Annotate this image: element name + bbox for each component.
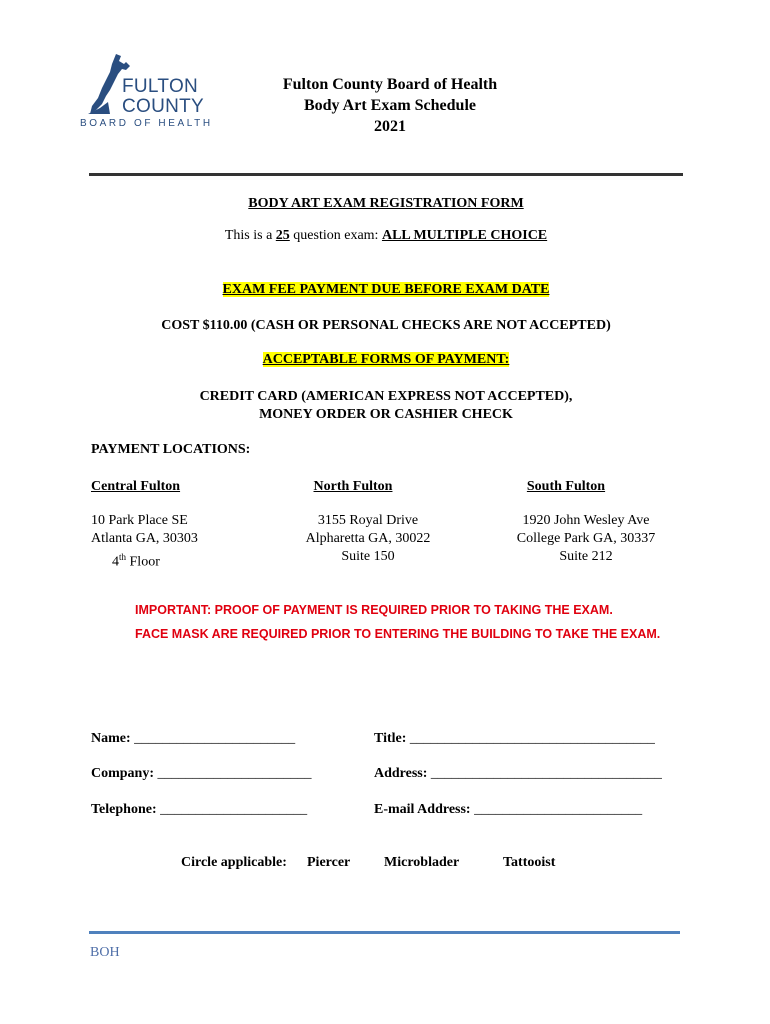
location-address-3: 4th Floor [112,552,160,570]
exam-desc-middle: question exam: [289,228,382,243]
location-name: North Fulton [313,479,393,494]
location-central [91,478,251,572]
footer-divider [89,931,680,934]
title-field[interactable] [374,731,655,747]
acceptable-line-1: CREDIT CARD (AMERICAN EXPRESS NOT ACCEPTED), [199,389,573,404]
company-field[interactable] [91,766,312,782]
location-name: Central Fulton [91,479,181,494]
telephone-label: Telephone: [91,802,157,817]
acceptable-forms [89,388,683,424]
circle-applicable-label: Circle applicable: [181,855,287,870]
name-field[interactable] [91,731,295,747]
logo-county: COUNTY [122,96,205,117]
footer-text: BOH [90,945,120,960]
title-label: Title: [374,731,407,746]
location-address-3: Suite 212 [559,549,613,564]
name-label: Name: [91,731,131,746]
location-address-2: Alpharetta GA, 30022 [305,531,431,546]
payment-locations-heading: PAYMENT LOCATIONS: [91,442,251,457]
address-input-line[interactable]: _________________________________ [430,766,662,781]
location-address-2: College Park GA, 30337 [516,531,656,546]
exam-question-count: 25 [275,228,290,243]
telephone-input-line[interactable]: _____________________ [160,802,308,817]
location-address-1: 3155 Royal Drive [317,513,419,528]
title-line-2: Body Art Exam Schedule [303,97,476,114]
email-field[interactable] [374,802,642,818]
email-input-line[interactable]: ________________________ [474,802,643,817]
telephone-field[interactable] [91,802,307,818]
name-input-line[interactable]: _______________________ [134,731,296,746]
option-piercer[interactable]: Piercer [307,855,351,870]
location-address-1: 10 Park Place SE [91,513,188,528]
location-south [496,478,676,566]
page-title [220,74,560,137]
form-title: BODY ART EXAM REGISTRATION FORM [248,196,524,211]
location-address-3: Suite 150 [341,549,395,564]
important-notice-1: IMPORTANT: PROOF OF PAYMENT IS REQUIRED PRIOR TO TAKING THE EXAM. [135,603,613,617]
email-label: E-mail Address: [374,802,471,817]
fee-notice: EXAM FEE PAYMENT DUE BEFORE EXAM DATE [222,282,550,297]
location-name: South Fulton [526,479,606,494]
header-divider [89,173,683,176]
exam-desc-prefix: This is a [224,228,276,243]
acceptable-line-2: MONEY ORDER OR CASHIER CHECK [259,407,513,422]
location-address-2: Atlanta GA, 30303 [91,531,198,546]
important-notice-2: FACE MASK ARE REQUIRED PRIOR TO ENTERING THE BUILDING TO TAKE THE EXAM. [135,627,661,641]
logo-fulton: FULTON [122,76,199,97]
address-field[interactable] [374,766,662,782]
cost-line: COST $110.00 (CASH OR PERSONAL CHECKS ARE NOT ACCEPTED) [161,318,611,333]
option-tattooist[interactable]: Tattooist [503,855,556,870]
title-line-1: Fulton County Board of Health [282,76,498,93]
company-label: Company: [91,766,155,781]
logo-board-of-health: BOARD OF HEALTH [80,118,213,129]
acceptable-heading: ACCEPTABLE FORMS OF PAYMENT: [262,352,510,367]
exam-description [89,228,683,244]
company-input-line[interactable]: ______________________ [157,766,312,781]
title-input-line[interactable]: ___________________________________ [409,731,655,746]
title-line-3: 2021 [374,118,406,135]
fulton-county-logo [78,52,218,132]
fee-notice-wrap [89,282,683,298]
option-microblader[interactable]: Microblader [384,855,460,870]
exam-type: ALL MULTIPLE CHOICE [381,228,548,243]
address-label: Address: [374,766,428,781]
location-north [288,478,448,566]
location-address-1: 1920 John Wesley Ave [522,513,650,528]
acceptable-heading-wrap [89,352,683,368]
